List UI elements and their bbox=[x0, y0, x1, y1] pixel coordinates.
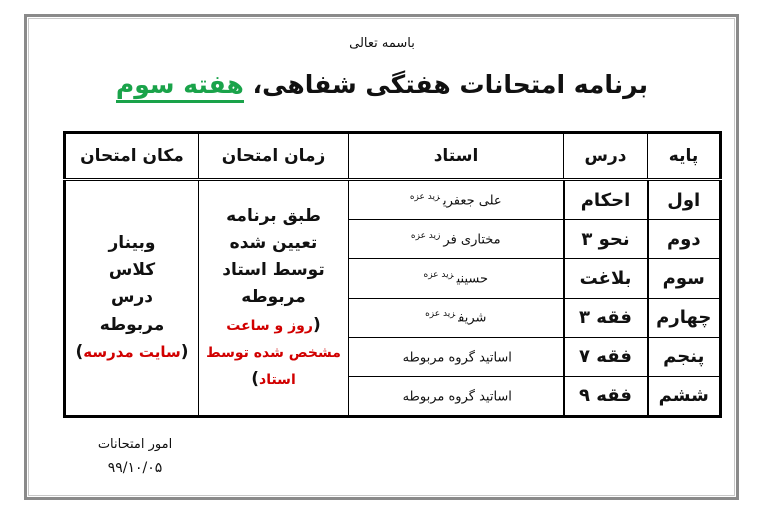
table-row bbox=[65, 180, 721, 220]
basmala: باسمه تعالی bbox=[349, 36, 415, 51]
cell-exam-place bbox=[65, 180, 199, 417]
teacher-name: مختاری فر bbox=[443, 232, 501, 248]
table-header-row bbox=[65, 133, 721, 180]
cell-base: دوم bbox=[648, 220, 721, 259]
cell-base: ششم bbox=[648, 376, 721, 416]
note-open: ( bbox=[180, 341, 189, 362]
teacher-name: اساتید گروه مربوطه bbox=[402, 349, 512, 365]
honorific: زید عزه bbox=[423, 270, 454, 281]
header-subject: درس bbox=[564, 133, 648, 180]
footer-date: ۹۹/۱۰/۰۵ bbox=[107, 460, 163, 476]
teacher-name: شریف bbox=[458, 310, 487, 326]
note-open: ( bbox=[312, 314, 321, 335]
honorific: زید عزه bbox=[410, 231, 441, 242]
teacher-name: اساتید گروه مربوطه bbox=[402, 389, 512, 405]
page-title bbox=[0, 70, 764, 99]
cell-base: سوم bbox=[648, 259, 721, 298]
teacher-name: علی جعفری bbox=[442, 193, 502, 209]
exam-time-note: روز و ساعت مشخص شده توسط استاد bbox=[206, 317, 341, 389]
honorific: زید عزه bbox=[409, 192, 440, 203]
cell-subject: نحو ۳ bbox=[564, 220, 648, 259]
note-close: ) bbox=[75, 341, 84, 362]
exam-place-note: سایت مدرسه bbox=[83, 342, 181, 361]
header-teacher: استاد bbox=[349, 133, 564, 180]
cell-teacher bbox=[349, 376, 564, 416]
cell-subject: احکام bbox=[564, 180, 648, 220]
header-place: مکان امتحان bbox=[65, 133, 199, 180]
cell-teacher bbox=[349, 259, 564, 298]
cell-subject: فقه ۹ bbox=[564, 376, 648, 416]
footer-office: امور امتحانات bbox=[97, 437, 173, 452]
title-week: هفته سوم bbox=[116, 70, 244, 103]
header-time: زمان امتحان bbox=[199, 133, 349, 180]
honorific: زید عزه bbox=[425, 309, 456, 320]
exam-schedule-table bbox=[63, 131, 722, 418]
cell-teacher bbox=[349, 298, 564, 337]
title-main: برنامه امتحانات هفتگی شفاهی، bbox=[243, 70, 649, 99]
cell-base: چهارم bbox=[648, 298, 721, 337]
cell-teacher bbox=[349, 180, 564, 220]
cell-subject: فقه ۳ bbox=[564, 298, 648, 337]
exam-place-note-wrap bbox=[66, 339, 198, 366]
exam-time-text: طبق برنامه تعیین شده توسط استاد مربوطه bbox=[222, 205, 325, 308]
cell-base: اول bbox=[648, 180, 721, 220]
cell-teacher bbox=[349, 220, 564, 259]
cell-subject: بلاغت bbox=[564, 259, 648, 298]
exam-time-note-wrap bbox=[199, 312, 348, 394]
exam-place-text: وبینار کلاس درس مربوطه bbox=[99, 233, 165, 335]
teacher-name: حسینی bbox=[456, 271, 488, 287]
cell-teacher bbox=[349, 337, 564, 376]
cell-base: پنجم bbox=[648, 337, 721, 376]
note-close: ) bbox=[251, 369, 260, 390]
cell-subject: فقه ۷ bbox=[564, 337, 648, 376]
cell-exam-time bbox=[199, 180, 349, 417]
header-base: پایه bbox=[648, 133, 721, 180]
